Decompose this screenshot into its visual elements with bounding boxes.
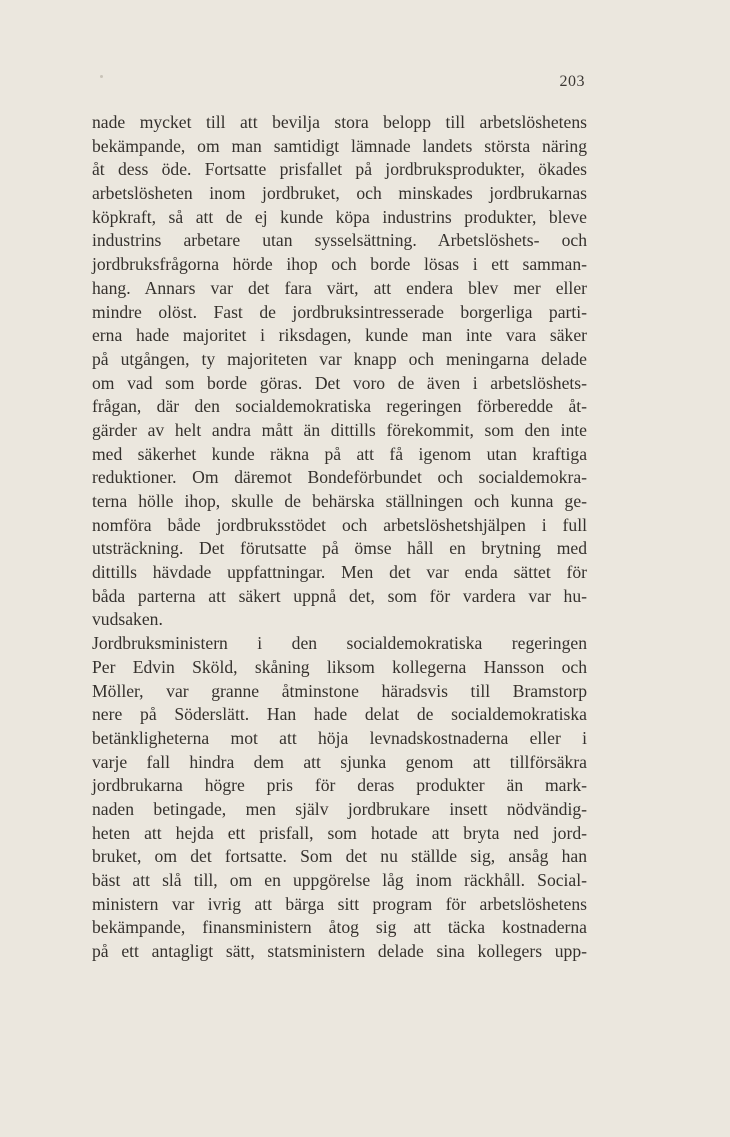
text-line: med säkerhet kunde räkna på att få igenom utan kraftiga xyxy=(92,443,587,464)
paragraph-1 xyxy=(92,111,587,632)
text-line: gärder av helt andra mått än dittills förekommit, som den inte xyxy=(92,419,587,440)
text-line: om vad som borde göras. Det voro de även i arbetslöshets- xyxy=(92,372,587,393)
text-line: bruket, om det fortsatte. Som det nu ställde sig, ansåg han xyxy=(92,846,587,867)
text-line: terna hölle ihop, skulle de behärska ställningen och kunna ge- xyxy=(92,491,587,511)
text-line: nomföra både jordbruksstödet och arbetslöshetshjälpen i full xyxy=(92,514,587,535)
text-line: frågan, där den socialdemokratiska regeringen förberedde åt- xyxy=(92,396,587,417)
text-line: på utgången, ty majoriteten var knapp och meningarna delade xyxy=(92,348,587,369)
text-line: nade mycket till att bevilja stora belopp till arbetslöshetens xyxy=(92,112,587,132)
text-line: hang. Annars var det fara värt, att endera blev mer eller xyxy=(92,277,587,298)
text-line: på ett antagligt sätt, statsministern delade sina kollegers upp- xyxy=(92,941,587,962)
text-line: industrins arbetare utan sysselsättning. Arbetslöshets- och xyxy=(92,230,587,251)
text-line: arbetslösheten inom jordbruket, och minskades jordbrukarnas xyxy=(92,183,587,204)
text-line: Jordbruksministern i den socialdemokratiska regeringen xyxy=(92,633,587,654)
text-line: naden betingade, men själv jordbrukare insett nödvändig- xyxy=(92,798,587,819)
text-line: köpkraft, så att de ej kunde köpa industrins produkter, bleve xyxy=(92,206,587,227)
text-line: reduktioner. Om däremot Bondeförbundet och socialdemokra- xyxy=(92,467,587,488)
text-line: båda parterna att säkert uppnå det, som för vardera var hu- xyxy=(92,585,587,606)
page-speck xyxy=(100,75,103,78)
paragraph-2 xyxy=(92,632,587,964)
page-number: 203 xyxy=(559,73,585,90)
text-line: Möller, var granne åtminstone häradsvis till Bramstorp xyxy=(92,680,587,701)
text-line: nere på Söderslätt. Han hade delat de socialdemokratiska xyxy=(92,704,587,725)
text-line: betänkligheterna mot att höja levnadskostnaderna eller i xyxy=(92,727,587,748)
text-line: mindre olöst. Fast de jordbruksintresserade borgerliga parti- xyxy=(92,301,587,322)
text-line: varje fall hindra dem att sjunka genom att tillförsäkra xyxy=(92,751,587,772)
body-text xyxy=(92,111,587,964)
text-line: jordbruksfrågorna hörde ihop och borde lösas i ett samman- xyxy=(92,254,587,275)
text-line: utsträckning. Det förutsatte på ömse håll en brytning med xyxy=(92,538,587,559)
text-line: vudsaken. xyxy=(92,609,163,630)
text-line: dittills hävdade uppfattningar. Men det var enda sättet för xyxy=(92,562,587,583)
text-line: heten att hejda ett prisfall, som hotade att bryta ned jord- xyxy=(92,822,587,843)
text-line: Per Edvin Sköld, skåning liksom kollegerna Hansson och xyxy=(92,656,587,677)
text-line: åt dess öde. Fortsatte prisfallet på jordbruksprodukter, ökades xyxy=(92,159,587,180)
text-line: erna hade majoritet i riksdagen, kunde man inte vara säker xyxy=(92,325,587,346)
text-line: bekämpande, finansministern åtog sig att täcka kostnaderna xyxy=(92,917,587,938)
text-line: jordbrukarna högre pris för deras produkter än mark- xyxy=(92,775,587,796)
text-line: ministern var ivrig att bärga sitt program för arbetslöshetens xyxy=(92,893,587,914)
text-line: bekämpande, om man samtidigt lämnade landets största näring xyxy=(92,135,587,156)
text-line: bäst att slå till, om en uppgörelse låg inom räckhåll. Social- xyxy=(92,870,587,890)
